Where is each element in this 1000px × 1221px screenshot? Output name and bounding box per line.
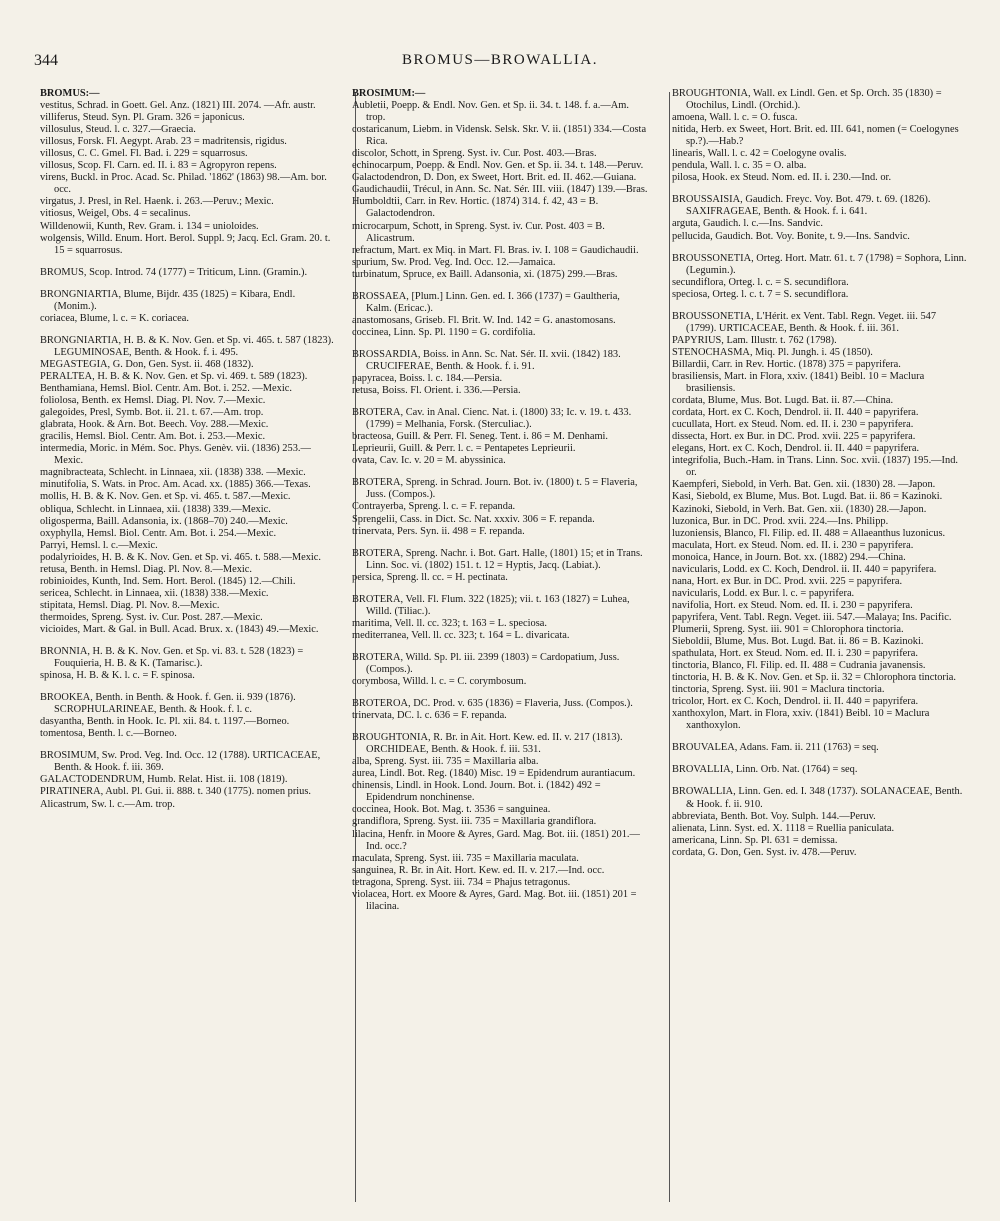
species-entry: nitida, Herb. ex Sweet, Hort. Brit. ed. III. 641, nomen (= Coelogynes sp.?).—Hab.? [672, 124, 959, 148]
genus-entry: BROMUS:— [40, 88, 100, 99]
species-entry: chinensis, Lindl. in Hook. Lond. Journ. Bot. i. (1842) 492 = Epidendrum nonchinense. [352, 780, 601, 804]
species-entry: spathulata, Hort. ex Steud. Nom. ed. II. i. 230 = papyrifera. [672, 648, 918, 660]
species-entry: spinosa, H. B. & K. l. c. = F. spinosa. [40, 670, 195, 682]
genus-entry: BRONNIA, H. B. & K. Nov. Gen. et Sp. vi. 83. t. 528 (1823) = Fouquieria, H. B. & K. (Tamarisc.). [40, 646, 304, 670]
species-entry: persica, Spreng. ll. cc. = H. pectinata. [352, 571, 508, 583]
species-entry: monoica, Hance, in Journ. Bot. xx. (1882) 294.—China. [672, 551, 906, 563]
species-entry: ovata, Cav. Ic. v. 20 = M. abyssinica. [352, 455, 506, 467]
column-middle [352, 88, 648, 1208]
species-entry: tricolor, Hort. ex C. Koch, Dendrol. ii. II. 440 = papyrifera. [672, 696, 919, 708]
species-entry: virgatus, J. Presl, in Rel. Haenk. i. 263.—Peruv.; Mexic. [40, 196, 274, 208]
species-entry: turbinatum, Spruce, ex Baill. Adansonia, xi. (1875) 299.—Bras. [352, 268, 618, 280]
species-entry: corymbosa, Willd. l. c. = C. corymbosum. [352, 676, 527, 688]
species-entry: nana, Hort. ex Bur. in DC. Prod. xvii. 225 = papyrifera. [672, 575, 903, 587]
species-entry: virens, Buckl. in Proc. Acad. Sc. Philad. '1862' (1863) 98.—Am. bor. occ. [40, 172, 327, 196]
species-entry: maritima, Vell. ll. cc. 323; t. 163 = L. speciosa. [352, 617, 547, 629]
genus-entry: BROTERA, Vell. Fl. Flum. 322 (1825); vii. t. 163 (1827) = Luhea, Willd. (Tiliac.). [352, 593, 630, 617]
species-entry: Kazinoki, Siebold, in Verh. Bat. Gen. xii. (1830) 28.—Japon. [672, 503, 927, 515]
species-entry: vestitus, Schrad. in Goett. Gel. Anz. (1821) III. 2074. —Afr. austr. [40, 100, 316, 112]
genus-entry: BROUGHTONIA, R. Br. in Ait. Hort. Kew. ed. II. v. 217 (1813). ORCHIDEAE, Benth. & Hook. f. iii. 531. [352, 732, 623, 756]
species-entry: wolgensis, Willd. Enum. Hort. Berol. Suppl. 9; Jacq. Ecl. Gram. 20. t. 15 = squarrosus. [40, 232, 331, 256]
species-entry: dissecta, Hort. ex Bur. in DC. Prod. xvii. 225 = papyrifera. [672, 431, 916, 443]
species-entry: integrifolia, Buch.-Ham. in Trans. Linn. Soc. xvii. (1837) 195.—Ind. or. [672, 455, 959, 479]
species-entry: luzoniensis, Blanco, Fl. Filip. ed. II. 488 = Allaeanthus luzonicus. [672, 527, 946, 539]
species-entry: stipitata, Hemsl. Diag. Pl. Nov. 8.—Mexic. [40, 599, 220, 611]
species-entry: Billardii, Carr. in Rev. Hortic. (1878) 375 = papyrifera. [672, 358, 901, 370]
species-entry: villosus, Scop. Fl. Carn. ed. II. i. 83 = Agropyron repens. [40, 160, 277, 172]
species-entry: trinervata, DC. l. c. 636 = F. repanda. [352, 710, 507, 722]
genus-entry: BROUVALEA, Adans. Fam. ii. 211 (1763) = seq. [672, 742, 879, 754]
species-entry: arguta, Gaudich. l. c.—Ins. Sandvic. [672, 218, 824, 230]
genus-entry: BROTERA, Cav. in Anal. Cienc. Nat. i. (1800) 33; Ic. v. 19. t. 433. (1799) = Melhania, Forsk. (Sterculiac.). [352, 407, 632, 431]
species-entry: PAPYRIUS, Lam. Illustr. t. 762 (1798). [672, 334, 837, 346]
species-entry: galegoides, Presl, Symb. Bot. ii. 21. t. 67.—Am. trop. [40, 407, 264, 419]
species-entry: echinocarpum, Poepp. & Endl. Nov. Gen. et Sp. ii. 34. t. 148.—Peruv. [352, 160, 644, 172]
species-entry: maculata, Hort. ex Steud. Nom. ed. II. i. 230 = papyrifera. [672, 539, 914, 551]
species-entry: PERALTEA, H. B. & K. Nov. Gen. et Sp. vi. 469. t. 589 (1823). [40, 370, 308, 382]
species-entry: pendula, Wall. l. c. 35 = O. alba. [672, 160, 807, 172]
species-entry: costaricanum, Liebm. in Vidensk. Selsk. Skr. V. ii. (1851) 334.—Costa Rica. [352, 124, 647, 148]
species-entry: Aubletii, Poepp. & Endl. Nov. Gen. et Sp. ii. 34. t. 148. f. a.—Am. trop. [352, 100, 629, 124]
species-entry: villosulus, Steud. l. c. 327.—Graecia. [40, 124, 196, 136]
species-entry: cordata, Hort. ex C. Koch, Dendrol. ii. II. 440 = papyrifera. [672, 407, 919, 419]
species-entry: pellucida, Gaudich. Bot. Voy. Bonite, t. 9.—Ins. Sandvic. [672, 230, 910, 242]
species-entry: tinctoria, Spreng. Syst. iii. 901 = Maclura tinctoria. [672, 684, 885, 696]
species-entry: americana, Linn. Sp. Pl. 631 = demissa. [672, 834, 838, 846]
species-entry: lilacina, Henfr. in Moore & Ayres, Gard. Mag. Bot. iii. (1851) 201.—Ind. occ.? [352, 828, 640, 852]
species-entry: vitiosus, Weigel, Obs. 4 = secalinus. [40, 208, 191, 220]
genus-entry: BROSIMUM:— [352, 88, 426, 99]
species-entry: coriacea, Blume, l. c. = K. coriacea. [40, 312, 189, 324]
genus-entry: BROOKEA, Benth. in Benth. & Hook. f. Gen. ii. 939 (1876). SCROPHULARINEAE, Benth. & Hook. f. l. c. [40, 692, 296, 716]
species-entry: abbreviata, Benth. Bot. Voy. Sulph. 144.—Peruv. [672, 810, 876, 822]
species-entry: Contrayerba, Spreng. l. c. = F. repanda. [352, 501, 516, 513]
species-entry: cucullata, Hort. ex Steud. Nom. ed. II. i. 230 = papyrifera. [672, 419, 914, 431]
species-entry: alienata, Linn. Syst. ed. X. 1118 = Ruellia paniculata. [672, 822, 895, 834]
genus-entry: BROSIMUM, Sw. Prod. Veg. Ind. Occ. 12 (1788). URTICACEAE, Benth. & Hook. f. iii. 369. [40, 750, 321, 774]
genus-entry: BROWALLIA, Linn. Gen. ed. I. 348 (1737). SOLANACEAE, Benth. & Hook. f. ii. 910. [672, 786, 963, 810]
species-entry: cordata, Blume, Mus. Bot. Lugd. Bat. ii. 87.—China. [672, 395, 894, 407]
species-entry: obliqua, Schlecht. in Linnaea, xii. (1838) 339.—Mexic. [40, 503, 271, 515]
genus-entry: BROUSSONETIA, L'Hérit. ex Vent. Tabl. Regn. Veget. iii. 547 (1799). URTICACEAE, Benth. & Hook. f. iii. 361. [672, 310, 937, 334]
species-entry: spurium, Sw. Prod. Veg. Ind. Occ. 12.—Jamaica. [352, 256, 556, 268]
species-entry: mediterranea, Vell. ll. cc. 323; t. 164 = L. divaricata. [352, 629, 570, 641]
species-entry: Sieboldii, Blume, Mus. Bot. Lugd. Bat. ii. 86 = B. Kazinoki. [672, 636, 924, 648]
species-entry: navicularis, Lodd. ex C. Koch, Dendrol. ii. II. 440 = papyrifera. [672, 563, 937, 575]
species-entry: villosus, C. C. Gmel. Fl. Bad. i. 229 = squarrosus. [40, 148, 248, 160]
species-entry: MEGASTEGIA, G. Don, Gen. Syst. ii. 468 (1832). [40, 358, 254, 370]
species-entry: intermedia, Moric. in Mém. Soc. Phys. Genèv. vii. (1836) 253.—Mexic. [40, 443, 311, 467]
species-entry: aurea, Lindl. Bot. Reg. (1840) Misc. 19 = Epidendrum aurantiacum. [352, 768, 636, 780]
species-entry: tinctoria, Blanco, Fl. Filip. ed. II. 488 = Cudrania javanensis. [672, 660, 926, 672]
species-entry: navifolia, Hort. ex Steud. Nom. ed. II. i. 230 = papyrifera. [672, 599, 913, 611]
species-entry: violacea, Hort. ex Moore & Ayres, Gard. Mag. Bot. iii. (1851) 201 = lilacina. [352, 888, 637, 912]
species-entry: Kasi, Siebold, ex Blume, Mus. Bot. Lugd. Bat. ii. 86 = Kazinoki. [672, 491, 943, 503]
species-entry: maculata, Spreng. Syst. iii. 735 = Maxillaria maculata. [352, 852, 579, 864]
species-entry: linearis, Wall. l. c. 42 = Coelogyne ovalis. [672, 148, 847, 160]
species-entry: amoena, Wall. l. c. = O. fusca. [672, 112, 798, 124]
page-header [34, 52, 966, 74]
species-entry: thermoides, Spreng. Syst. iv. Cur. Post. 287.—Mexic. [40, 611, 263, 623]
species-entry: trinervata, Pers. Syn. ii. 498 = F. repanda. [352, 525, 525, 537]
genus-entry: BROTERA, Spreng. Nachr. i. Bot. Gart. Halle, (1801) 15; et in Trans. Linn. Soc. vi. (1802) 151. t. 12 = Hyptis, Jacq. (Labiat.). [352, 547, 643, 571]
genus-entry: BROTERA, Willd. Sp. Pl. iii. 2399 (1803) = Cardopatium, Juss. (Compos.). [352, 651, 620, 675]
species-entry: Kaempferi, Siebold, in Verh. Bat. Gen. xii. (1830) 28. —Japon. [672, 479, 936, 491]
species-entry: Parryi, Hemsl. l. c.—Mexic. [40, 539, 158, 551]
species-entry: alba, Spreng. Syst. iii. 735 = Maxillaria alba. [352, 756, 539, 768]
species-entry: coccinea, Linn. Sp. Pl. 1190 = G. cordifolia. [352, 326, 536, 338]
species-entry: xanthoxylon, Mart. in Flora, xxiv. (1841) Beibl. 10 = Maclura xanthoxylon. [672, 708, 930, 732]
species-entry: Leprieurii, Guill. & Perr. l. c. = Pentapetes Leprieurii. [352, 443, 576, 455]
species-entry: retusa, Boiss. Fl. Orient. i. 336.—Persia. [352, 385, 521, 397]
species-entry: dasyantha, Benth. in Hook. Ic. Pl. xii. 84. t. 1197.—Borneo. [40, 716, 290, 728]
species-entry: tinctoria, H. B. & K. Nov. Gen. et Sp. ii. 32 = Chlorophora tinctoria. [672, 672, 956, 684]
species-entry: STENOCHASMA, Miq. Pl. Jungh. i. 45 (1850). [672, 346, 873, 358]
species-entry: papyrifera, Vent. Tabl. Regn. Veget. iii. 547.—Malaya; Ins. Pacific. [672, 611, 952, 623]
genus-entry: BROVALLIA, Linn. Orb. Nat. (1764) = seq. [672, 764, 858, 776]
entry-columns [40, 88, 975, 1208]
column-right [672, 88, 968, 1208]
species-entry: refractum, Mart. ex Miq. in Mart. Fl. Bras. iv. I. 108 = Gaudichaudii. [352, 244, 639, 256]
species-entry: elegans, Hort. ex C. Koch, Dendrol. ii. II. 440 = papyrifera. [672, 443, 920, 455]
species-entry: Plumerii, Spreng. Syst. iii. 901 = Chlorophora tinctoria. [672, 623, 904, 635]
species-entry: villosus, Forsk. Fl. Aegypt. Arab. 23 = madritensis, rigidus. [40, 136, 287, 148]
species-entry: Sprengelii, Cass. in Dict. Sc. Nat. xxxiv. 306 = F. repanda. [352, 513, 595, 525]
genus-entry: BROMUS, Scop. Introd. 74 (1777) = Triticum, Linn. (Gramin.). [40, 266, 308, 278]
species-entry: villiferus, Steud. Syn. Pl. Gram. 326 = japonicus. [40, 112, 245, 124]
species-entry: Willdenowii, Kunth, Rev. Gram. i. 134 = unioloides. [40, 220, 259, 232]
genus-entry: BROSSARDIA, Boiss. in Ann. Sc. Nat. Sér. II. xvii. (1842) 183. CRUCIFERAE, Benth. & Hook. f. i. 91. [352, 348, 621, 372]
species-entry: pilosa, Hook. ex Steud. Nom. ed. II. i. 230.—Ind. or. [672, 172, 892, 184]
species-entry: tetragona, Spreng. Syst. iii. 734 = Phajus tetragonus. [352, 876, 571, 888]
genus-entry: BRONGNIARTIA, H. B. & K. Nov. Gen. et Sp. vi. 465. t. 587 (1823). LEGUMINOSAE, Benth. & Hook. f. i. 495. [40, 334, 334, 358]
species-entry: sanguinea, R. Br. in Ait. Hort. Kew. ed. II. v. 217.—Ind. occ. [352, 864, 605, 876]
species-entry: brasiliensis, Mart. in Flora, xxiv. (1841) Beibl. 10 = Maclura brasiliensis. [672, 370, 925, 395]
species-entry: mollis, H. B. & K. Nov. Gen. et Sp. vi. 465. t. 587.—Mexic. [40, 491, 291, 503]
species-entry: minutifolia, S. Wats. in Proc. Am. Acad. xx. (1885) 366.—Texas. [40, 479, 311, 491]
species-entry: bracteosa, Guill. & Perr. Fl. Seneg. Tent. i. 86 = M. Denhami. [352, 431, 609, 443]
species-entry: sericea, Schlecht. in Linnaea, xii. (1838) 338.—Mexic. [40, 587, 269, 599]
species-entry: Benthamiana, Hemsl. Biol. Centr. Am. Bot. i. 252. —Mexic. [40, 383, 292, 395]
species-entry: foliolosa, Benth. ex Hemsl. Diag. Pl. Nov. 7.—Mexic. [40, 395, 266, 407]
species-entry: podalyrioides, H. B. & K. Nov. Gen. et Sp. vi. 465. t. 588.—Mexic. [40, 551, 322, 563]
species-entry: cordata, G. Don, Gen. Syst. iv. 478.—Peruv. [672, 846, 857, 858]
species-entry: glabrata, Hook. & Arn. Bot. Beech. Voy. 288.—Mexic. [40, 419, 269, 431]
species-entry: secundiflora, Orteg. l. c. = S. secundiflora. [672, 276, 849, 288]
species-entry: Humboldtii, Carr. in Rev. Hortic. (1874) 314. f. 42, 43 = B. Galactodendron. [352, 196, 599, 220]
genus-entry: BROUSSONETIA, Orteg. Hort. Matr. 61. t. 7 (1798) = Sophora, Linn. (Legumin.). [672, 252, 967, 276]
species-entry: Galactodendron, D. Don, ex Sweet, Hort. Brit. ed. II. 462.—Guiana. [352, 172, 637, 184]
species-entry: microcarpum, Schott, in Spreng. Syst. iv. Cur. Post. 403 = B. Alicastrum. [352, 220, 605, 244]
species-entry: BROUGHTONIA, Wall. ex Lindl. Gen. et Sp. Orch. 35 (1830) = Otochilus, Lindl. (Orchid.). [672, 88, 942, 112]
species-entry: gracilis, Hemsl. Biol. Centr. Am. Bot. i. 253.—Mexic. [40, 431, 266, 443]
species-entry: oligosperma, Baill. Adansonia, ix. (1868–70) 240.—Mexic. [40, 515, 288, 527]
species-entry: grandiflora, Spreng. Syst. iii. 735 = Maxillaria grandiflora. [352, 816, 597, 828]
genus-entry: BROUSSAISIA, Gaudich. Freyc. Voy. Bot. 479. t. 69. (1826). SAXIFRAGEAE, Benth. & Hook. f. i. 641. [672, 194, 931, 218]
genus-entry: BROSSAEA, [Plum.] Linn. Gen. ed. I. 366 (1737) = Gaultheria, Kalm. (Ericac.). [352, 290, 620, 314]
species-entry: robinioides, Kunth, Ind. Sem. Hort. Berol. (1845) 12.—Chili. [40, 575, 296, 587]
species-entry: speciosa, Orteg. l. c. t. 7 = S. secundiflora. [672, 288, 849, 300]
species-entry: retusa, Benth. in Hemsl. Diag. Pl. Nov. 8.—Mexic. [40, 563, 253, 575]
species-entry: papyracea, Boiss. l. c. 184.—Persia. [352, 373, 503, 385]
column-left [40, 88, 336, 1208]
species-entry: anastomosans, Griseb. Fl. Brit. W. Ind. 142 = G. anastomosans. [352, 314, 616, 326]
species-entry: GALACTODENDRUM, Humb. Relat. Hist. ii. 108 (1819). [40, 774, 288, 786]
genus-entry: BROTEROA, DC. Prod. v. 635 (1836) = Flaveria, Juss. (Compos.). [352, 698, 633, 710]
species-entry: Gaudichaudii, Trécul, in Ann. Sc. Nat. Sér. III. viii. (1847) 139.—Bras. [352, 184, 648, 196]
species-entry: navicularis, Lodd. ex Bur. l. c. = papyrifera. [672, 587, 855, 599]
species-entry: oxyphylla, Hemsl. Biol. Centr. Am. Bot. i. 254.—Mexic. [40, 527, 277, 539]
genus-entry: BRONGNIARTIA, Blume, Bijdr. 435 (1825) = Kibara, Endl. (Monim.). [40, 288, 296, 312]
species-entry: PIRATINERA, Aubl. Pl. Gui. ii. 888. t. 340 (1775). nomen prius. [40, 786, 312, 798]
genus-entry: BROTERA, Spreng. in Schrad. Journ. Bot. iv. (1800) t. 5 = Flaveria, Juss. (Compos.). [352, 477, 638, 501]
species-entry: tomentosa, Benth. l. c.—Borneo. [40, 728, 177, 740]
species-entry: coccinea, Hook. Bot. Mag. t. 3536 = sanguinea. [352, 804, 551, 816]
species-entry: vicioides, Mart. & Gal. in Bull. Acad. Brux. x. (1843) 49.—Mexic. [40, 623, 319, 635]
species-entry: luzonica, Bur. in DC. Prod. xvii. 224.—Ins. Philipp. [672, 515, 889, 527]
page-number: 344 [34, 52, 58, 69]
species-entry: discolor, Schott, in Spreng. Syst. iv. Cur. Post. 403.—Bras. [352, 148, 597, 160]
running-head: BROMUS—BROWALLIA. [402, 52, 598, 68]
species-entry: magnibracteata, Schlecht. in Linnaea, xii. (1838) 338. —Mexic. [40, 467, 306, 479]
species-entry: Alicastrum, Sw. l. c.—Am. trop. [40, 798, 175, 810]
